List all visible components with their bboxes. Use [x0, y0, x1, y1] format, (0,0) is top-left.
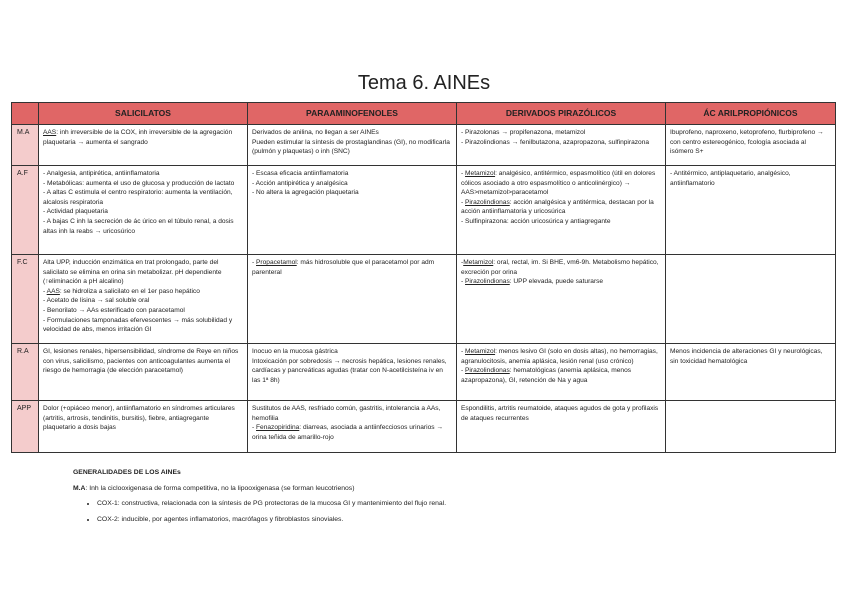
cell-line — [43, 179, 243, 189]
cell-text: Ibuprofeno, naproxeno, ketoprofeno, flurbiprofeno → con centro estereogénico, fcología asociada al isómero S+ — [670, 129, 824, 156]
table-cell — [39, 344, 248, 401]
table-cell — [39, 401, 248, 453]
cell-line — [43, 258, 243, 287]
cell-text: - Acetato de lisina → sal soluble oral — [43, 297, 150, 305]
cell-text: - Benorilato → AAs esterificado con paracetamol — [43, 306, 185, 314]
cell-text: GI, lesiones renales, hipersensibilidad, síndrome de Reye en niños con virus, salicilismo, pacientes con anticoagulantes aumenta el riesgo de hemorragia (de elección paracetamol) — [43, 348, 239, 375]
cell-line — [252, 128, 452, 138]
generalidades-title: GENERALIDADES DE LOS AINEs — [73, 469, 181, 476]
cell-text: Derivados de anilina, no llegan a ser AINEs — [252, 129, 379, 136]
cell-text: - No altera la agregación plaquetaria — [252, 189, 359, 197]
cell-line — [670, 347, 831, 366]
cell-line — [461, 366, 661, 385]
cell-text: Dolor (+opiáceo menor), antiinflamatorio en síndromes articulares (artritis, artrosis, tendinitis, bursitis), fiebre, antiagregante plaquetario a dosis bajas — [43, 405, 235, 432]
table-cell — [248, 344, 457, 401]
cell-line — [43, 188, 243, 207]
cell-term: Fenazopiridina — [256, 424, 300, 432]
cell-line — [670, 128, 831, 157]
cell-line — [43, 207, 243, 217]
column-header-salicilatos: SALICILATOS — [39, 103, 248, 125]
row-label: A.F — [12, 166, 39, 255]
cell-text: Pueden estimular la síntesis de prostaglandinas (GI), no modificarla (pulmón y plaquetas) o inh (SNC) — [252, 138, 450, 156]
cell-text: : hematológicas (anemia aplásica, menos azapropazona), GI, retención de Na y agua — [461, 367, 632, 384]
table-cell — [39, 166, 248, 255]
table-cell — [457, 166, 666, 255]
cell-line — [461, 128, 661, 138]
cell-text: Intoxicación por sobredosis → necrosis hepática, lesiones renales, cardíacas y pancreáticas agudas (tratar con N-acetilcisteína iv en las 1ª 8h) — [252, 357, 447, 384]
row-label: R.A — [12, 344, 39, 401]
cell-line — [43, 347, 243, 376]
cell-term: Metamizol — [465, 170, 496, 177]
page-title: Tema 6. AINEs — [357, 72, 491, 94]
cell-text: - Pirazolonas → propifenazona, metamizol — [461, 129, 586, 136]
cell-text: : analgésico, antitérmico, espasmolítico (útil en dolores cólicos asociado a otro espasmolítico o anticolinérgico) → AAS>metamizol>paracetamol — [461, 170, 656, 197]
cell-line — [43, 404, 243, 433]
cell-line — [252, 404, 452, 423]
cell-text: Sustitutos de AAS, resfriado común, gastritis, intolerancia a AAs, hemofilia — [252, 405, 441, 422]
cell-text: - Sulfinpirazona: acción uricosúrica y antiagregante — [461, 217, 611, 225]
cell-line — [461, 277, 661, 287]
cell-text: - Analgesia, antipirética, antiinflamatoria — [43, 170, 160, 177]
cell-text: Alta UPP, inducción enzimática en trat prolongado, parte del salicilato se elimina en orina sin metabolizar. pH dependiente (↑eliminación a pH alcalino) — [43, 259, 222, 286]
table-cell — [666, 401, 836, 453]
table-cell — [666, 255, 836, 344]
cell-line — [43, 316, 243, 335]
table-cell — [457, 125, 666, 166]
cell-line — [461, 258, 661, 277]
cell-text: - — [461, 170, 466, 177]
cell-text: : diarreas, asociada a antiinfecciosos urinarios → orina teñida de amarillo-rojo — [252, 424, 443, 441]
cell-text: - — [461, 278, 466, 286]
table-cell — [666, 344, 836, 401]
ainEs-table — [11, 102, 836, 453]
column-header-derivados-pirazolicos: DERIVADOS PIRAZÓLICOS — [457, 103, 666, 125]
cell-line — [252, 357, 452, 386]
cell-text: - Actividad plaquetaria — [43, 208, 108, 216]
cell-line — [461, 217, 661, 227]
cell-text: - Acción antipirética y analgésica — [252, 179, 348, 187]
generalidades-list — [73, 499, 773, 524]
cell-text: Espondilitis, artritis reumatoide, ataques agudos de gota y profilaxis de ataques recurrentes — [461, 405, 659, 422]
cell-line — [252, 179, 452, 189]
row-label: M.A — [12, 125, 39, 166]
cell-line — [461, 404, 661, 423]
cell-text: : menos lesivo GI (solo en dosis altas), no hemorragias, agranulocitosis, anemia aplásica, lesión renal (uso crónico) — [461, 348, 658, 365]
cell-line — [43, 169, 243, 179]
table-cell — [248, 401, 457, 453]
cell-text: - Antitérmico, antiplaquetario, analgésico, antiinflamatorio — [670, 170, 791, 187]
column-header-paraaminofenoles: PARAAMINOFENOLES — [248, 103, 457, 125]
table-row — [12, 125, 836, 166]
cell-term: Propacetamol — [256, 259, 297, 266]
corner-header — [12, 103, 39, 125]
table-body — [12, 125, 836, 453]
cell-line — [43, 217, 243, 236]
cell-text: : más hidrosoluble que el paracetamol por adm parenteral — [252, 259, 435, 276]
cell-line — [670, 169, 831, 188]
cell-text: - A bajas C inh la secreción de ác úrico en el túbulo renal, a dosis altas inh la reabs → uricosúrico — [43, 217, 234, 235]
cell-line — [252, 188, 452, 198]
generalidades-ma-text: : Inh la ciclooxigenasa de forma competitiva, no la lipooxigenasa (se forman leucotrienos) — [85, 485, 355, 492]
generalidades-ma — [73, 484, 773, 493]
cell-text: Menos incidencia de alteraciones GI y neurológicas, sin toxicidad hematológica — [670, 348, 823, 365]
table-cell — [666, 125, 836, 166]
generalidades-ma-label: M.A — [73, 485, 86, 492]
cell-text: - A altas C estimula el centro respiratorio: aumenta la ventilación, alcalosis respiratoria — [43, 189, 233, 206]
cell-line — [43, 128, 243, 147]
cell-term: Pirazolindionas — [465, 278, 510, 286]
table-row — [12, 166, 836, 255]
cell-line — [252, 423, 452, 442]
cell-line — [461, 169, 661, 198]
list-item: • COX-2: inducible, por agentes inflamatorios, macrófagos y fibroblastos sinoviales. — [97, 515, 773, 524]
table-row — [12, 344, 836, 401]
cell-line — [43, 306, 243, 316]
table-cell — [39, 125, 248, 166]
cell-line — [43, 296, 243, 306]
row-label: APP — [12, 401, 39, 453]
table-cell — [39, 255, 248, 344]
cell-line — [252, 138, 452, 157]
cell-text: - — [43, 287, 47, 295]
table-row — [12, 401, 836, 453]
cell-text: - — [461, 367, 466, 375]
cell-text: - — [461, 259, 464, 266]
table-header-row — [12, 103, 836, 125]
cell-text: - — [252, 259, 257, 266]
table-cell — [457, 401, 666, 453]
cell-text: - — [461, 198, 466, 206]
cell-text: : UPP elevada, puede saturarse — [509, 278, 604, 286]
cell-line — [43, 287, 243, 297]
cell-text: Inocuo en la mucosa gástrica — [252, 348, 338, 355]
cell-term: AAS — [46, 287, 60, 295]
cell-text: : inh irreversible de la COX, inh irreversible de la agregación plaquetaria → aumenta el sangrado — [43, 129, 233, 146]
list-item: • COX-1: constructiva, relacionada con la síntesis de PG protectoras de la mucosa GI y mantenimiento del flujo renal. — [97, 499, 773, 508]
table-cell — [248, 255, 457, 344]
cell-line — [461, 198, 661, 217]
cell-term: Pirazolindionas — [465, 367, 510, 375]
table-cell — [248, 166, 457, 255]
cell-line — [252, 258, 452, 277]
cell-text: - — [461, 348, 466, 355]
cell-line — [252, 347, 452, 357]
row-label: F.C — [12, 255, 39, 344]
cell-term: Pirazolindionas — [465, 198, 510, 206]
cell-term: Metamizol — [463, 259, 494, 266]
table-cell — [457, 255, 666, 344]
table-cell — [457, 344, 666, 401]
cell-text: : acción analgésica y antitérmica, destacan por la acción antiinflamatoria y uricosúrica — [461, 198, 654, 216]
cell-line — [461, 138, 661, 148]
cell-term: AAS — [43, 129, 57, 136]
table-cell — [666, 166, 836, 255]
cell-term: Metamizol — [465, 348, 496, 355]
column-header-ac-arilpropionicos: ÁC ARILPROPIÓNICOS — [666, 103, 836, 125]
cell-text: - Escasa eficacia antiinflamatoria — [252, 170, 349, 177]
table-cell — [248, 125, 457, 166]
cell-text: - Pirazolindionas → fenilbutazona, azapropazona, sulfinpirazona — [461, 138, 650, 146]
cell-text: : oral, rectal, im. Si BHE, vm6-9h. Metabolismo hepático, excreción por orina — [461, 259, 659, 276]
table-row — [12, 255, 836, 344]
cell-text: : se hidroliza a salicilato en el 1er paso hepático — [59, 287, 200, 295]
cell-line — [252, 169, 452, 179]
cell-text: - Metabólicas: aumenta el uso de glucosa y producción de lactato — [43, 179, 235, 187]
generalidades-section — [73, 468, 773, 531]
cell-line — [461, 347, 661, 366]
cell-text: - Formulaciones tamponadas efervescentes → más solubilidad y velocidad de abs, menos irritación GI — [43, 316, 233, 334]
cell-text: - — [252, 424, 257, 432]
